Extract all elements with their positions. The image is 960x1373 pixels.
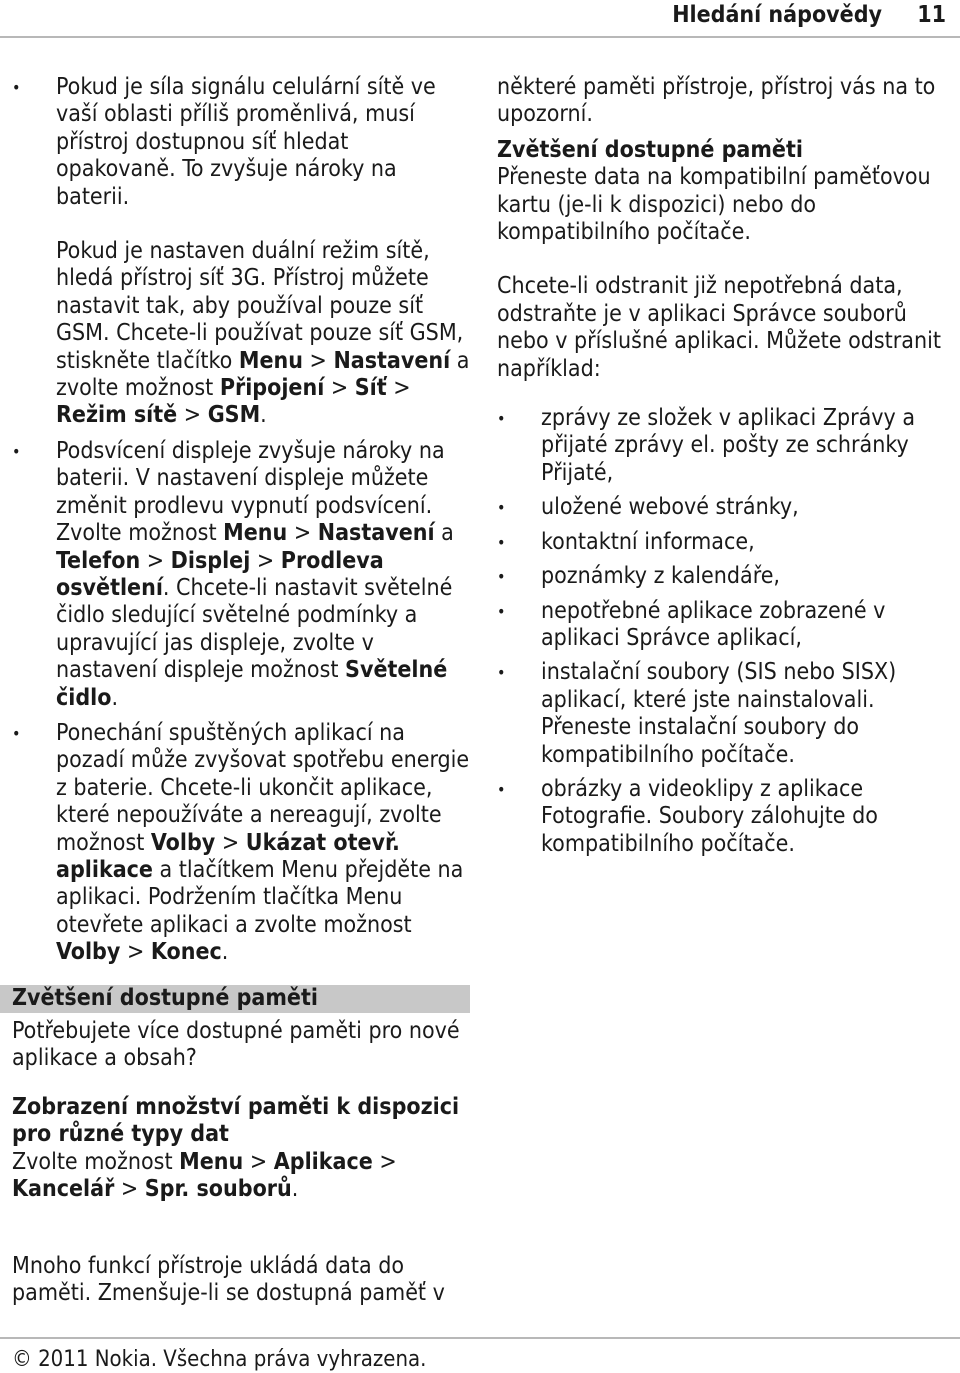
text-run: > [386, 375, 411, 402]
bullet-backlight-text [56, 438, 472, 712]
text-run: Zvolte možnost [12, 1148, 180, 1175]
text-run: a zvolte možnost [56, 347, 470, 402]
section-heading-bar [0, 985, 470, 1013]
right-paragraph-1: Přeneste data na kompatibilní paměťovou kartu (je-li k dispozici) nebo do kompatibilního počítače. [497, 164, 931, 246]
text-run: Pokud je síla signálu celulární sítě ve vaší oblasti příliš proměnlivá, musí přístroj dostupnou síť hledat opakovaně. To zvyšuje nároky na baterii. [56, 74, 436, 210]
text-run: Podsvícení displeje zvyšuje nároky na baterii. V nastavení displeje můžete změnit prodlevu vypnutí podsvícení. Zvolte možnost [56, 437, 445, 547]
bold-term: Nastavení [333, 347, 451, 374]
text-run: . [221, 939, 229, 966]
header-title: Hledání nápovědy [672, 2, 882, 28]
text-run: > [177, 402, 208, 429]
bold-term: Menu [223, 520, 288, 547]
text-run: . [111, 684, 119, 711]
page-header [0, 0, 960, 38]
bold-term: Síť [354, 375, 387, 402]
text-run: . [260, 402, 267, 429]
bold-term: Telefon [56, 547, 141, 574]
list-item: • poznámky z kalendáře, [497, 563, 947, 590]
text-run: > [372, 1148, 397, 1175]
bold-term: Konec [150, 939, 222, 966]
bold-term: Volby [56, 939, 121, 966]
right-bullet-list [497, 405, 947, 858]
list-item: • kontaktní informace, [497, 529, 947, 556]
bold-term: Menu [238, 347, 303, 374]
bold-term: Aplikace [273, 1148, 373, 1175]
section-intro: Potřebujete více dostupné paměti pro nové aplikace a obsah? [12, 1018, 460, 1072]
page-footer [0, 1337, 960, 1373]
bold-term: Volby [150, 829, 216, 856]
bold-term: Ukázat otevř. aplikace [56, 829, 400, 883]
bold-term: Připojení [219, 375, 325, 402]
text-run: a tlačítkem Menu přejděte na aplikaci. Podržením tlačítka Menu otevřete aplikaci a zvolte možnost [56, 856, 464, 938]
text-run: > [114, 1176, 145, 1203]
text-run: > [250, 547, 281, 574]
text-run: Ponechání spuštěných aplikací na pozadí může zvyšovat spotřebu energie z baterie. Chcete-li ukončit aplikace, které nepoužíváte a nereagují, zvolte možnost [56, 719, 470, 856]
right-paragraph-2: Chcete-li odstranit již nepotřebná data, odstraňte je v aplikaci Správce souborů nebo v příslušné aplikaci. Můžete odstranit například: [497, 273, 941, 382]
bold-term: Kancelář [12, 1176, 115, 1203]
list-item: • zprávy ze složek v aplikaci Zprávy a přijaté zprávy el. pošty ze schránky Přijaté, [497, 405, 947, 487]
text-run: . Chcete-li nastavit světelné čidlo sledující světelné podmínky a upravující jas displeje, zvolte v nastavení displeje možnost [56, 574, 453, 684]
bullet-signal-text [56, 74, 472, 211]
bullet-backlight [12, 438, 472, 712]
list-item: • instalační soubory (SIS nebo SISX) aplikací, které jste nainstalovali. Přeneste instalační soubory do kompatibilního počítače. [497, 659, 947, 769]
text-run: > [302, 347, 334, 374]
list-item: • uložené webové stránky, [497, 494, 947, 521]
text-run: > [140, 547, 171, 574]
memory-usage-text: Mnoho funkcí přístroje ukládá data do paměti. Zmenšuje-li se dostupná paměť v [12, 1253, 445, 1307]
page-number: 11 [917, 2, 946, 28]
text-run: > [243, 1148, 274, 1175]
text-run: Pokud je nastaven duální režim sítě, hledá přístroj síť 3G. Přístroj můžete nastavit tak, aby používal pouze síť GSM. Chcete-li používat pouze síť GSM, stiskněte tlačítko [56, 238, 464, 374]
left-bullet-list [12, 74, 472, 967]
bold-term: Nastavení [317, 520, 435, 547]
list-item: • obrázky a videoklipy z aplikace Fotografie. Soubory zálohujte do kompatibilního počítače. [497, 776, 947, 858]
text-run: > [120, 939, 151, 966]
right-subheading: Zvětšení dostupné paměti [497, 136, 803, 163]
memory-view-path [12, 1149, 472, 1204]
right-column [497, 74, 947, 865]
bullet-background-apps-text [56, 720, 472, 967]
text-run: > [215, 829, 246, 856]
memory-view-block [12, 1094, 472, 1204]
bold-term: Světelné čidlo [56, 657, 448, 711]
copyright-text: © 2011 Nokia. Všechna práva vyhrazena. [12, 1347, 427, 1372]
bold-term: Spr. souborů [144, 1176, 292, 1203]
section-heading: Zvětšení dostupné paměti [12, 985, 318, 1011]
text-run: a [434, 520, 454, 547]
bullet-background-apps [12, 720, 472, 967]
bold-term: Displej [170, 547, 251, 574]
bold-term: GSM [207, 402, 261, 429]
memory-usage-block [12, 1253, 472, 1308]
text-run: . [291, 1176, 299, 1203]
memory-view-subheading: Zobrazení množství paměti k dispozici pro různé typy dat [12, 1094, 460, 1148]
bold-term: Menu [179, 1148, 244, 1175]
bold-term: Režim sítě [56, 402, 178, 429]
section-intro-block [12, 1018, 472, 1073]
text-run: > [324, 375, 355, 402]
list-item: • nepotřebné aplikace zobrazené v aplikaci Správce aplikací, [497, 598, 947, 653]
bullet-signal [12, 74, 472, 430]
right-continuation-text: některé paměti přístroje, přístroj vás na to upozorní. [497, 74, 936, 128]
text-run: > [287, 520, 318, 547]
left-column [12, 74, 472, 975]
bold-term: Prodleva osvětlení [56, 547, 384, 601]
bullet-signal-gsm-text [56, 238, 472, 430]
